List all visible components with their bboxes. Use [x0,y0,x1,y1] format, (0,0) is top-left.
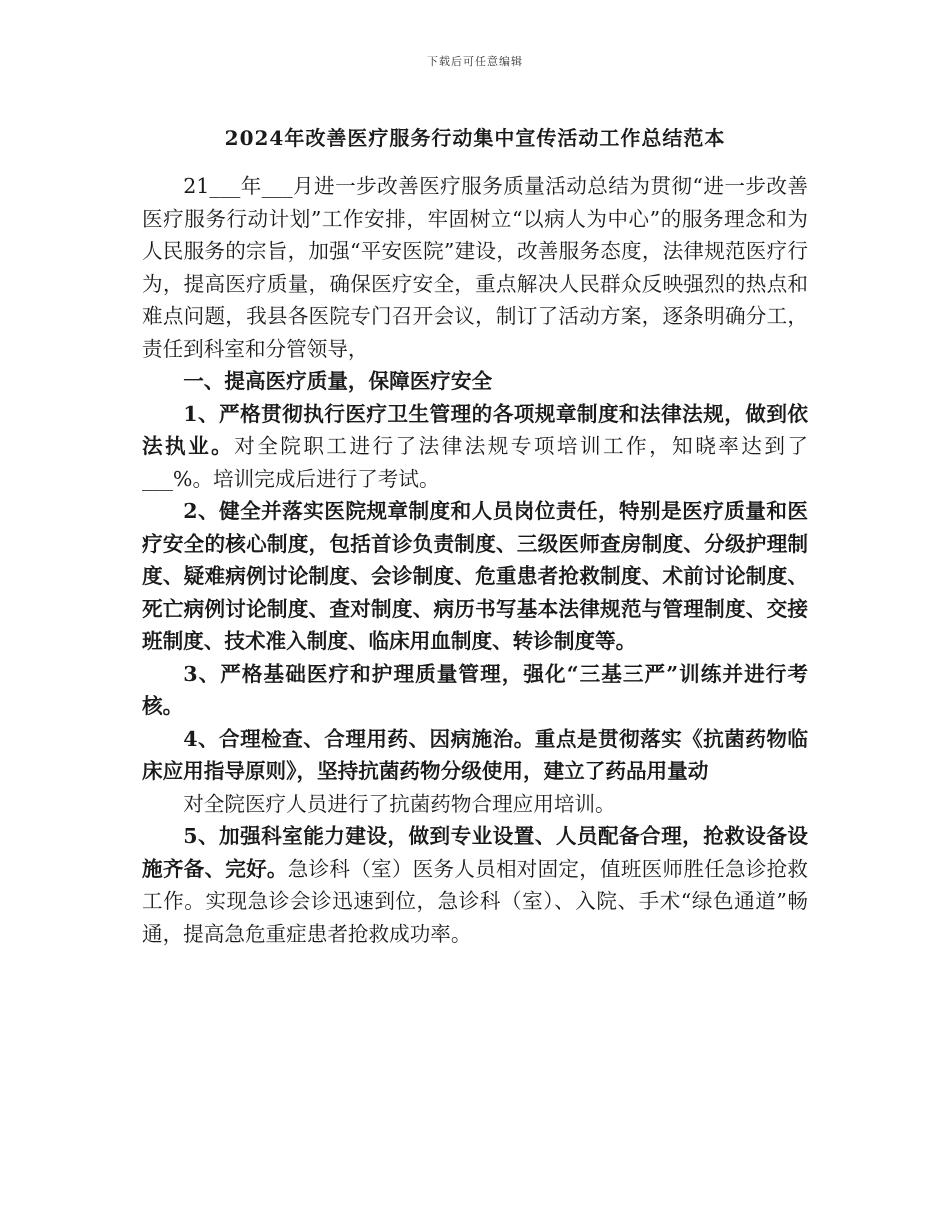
item-4-paragraph: 4、合理检查、合理用药、因病施治。重点是贯彻落实《抗菌药物临床应用指导原则》，坚持抗菌药物分级使用，建立了药品用量动 [142,726,808,783]
document-body [142,170,808,950]
item-4-followup: 对全院医疗人员进行了抗菌药物合理应用培训。 [183,791,616,816]
item-5-text: 急诊科（室）医务人员相对固定，值班医师胜任急诊抢救工作。实现急诊会诊迅速到位，急诊科（室）、入院、手术“绿色通道”畅通，提高急危重症患者抢救成功率。 [142,856,809,946]
item-5-lead: 5、加强科室能力建设，做到专业设置、人员配备合理，抢救设备设施齐备、完好。 [142,824,808,881]
intro-paragraph: 21___年___月进一步改善医疗服务质量活动总结为贯彻“进一步改善医疗服务行动计划”工作安排，牢固树立“以病人为中心”的服务理念和为人民服务的宗旨，加强“平安医院”建设，改善服务态度，法律规范医疗行为，提高医疗质量，确保医疗安全，重点解决人民群众反映强烈的热点和难点问题，我县各医院专门召开会议，制订了活动方案，逐条明确分工，责任到科室和分管领导， [142,174,808,361]
item-5-paragraph [142,820,808,950]
item-3-paragraph: 3、严格基础医疗和护理质量管理，强化“三基三严”训练并进行考核。 [142,661,808,718]
document-title: 2024年改善医疗服务行动集中宣传活动工作总结范本 [224,126,726,150]
item-1-text: 对全院职工进行了法律法规专项培训工作，知晓率达到了___%。培训完成后进行了考试。 [142,434,808,491]
item-1-lead: 1、严格贯彻执行医疗卫生管理的各项规章制度和法律法规，做到依法执业。 [142,401,808,458]
section-heading: 一、提高医疗质量，保障医疗安全 [183,369,493,393]
item-1-paragraph [142,398,808,496]
item-2-paragraph: 2、健全并落实医院规章制度和人员岗位责任，特别是医疗质量和医疗安全的核心制度，包括首诊负责制度、三级医师查房制度、分级护理制度、疑难病例讨论制度、会诊制度、危重患者抢救制度、术前讨论制度、死亡病例讨论制度、查对制度、病历书写基本法律规范与管理制度、交接班制度、技术准入制度、临床用血制度、转诊制度等。 [142,499,808,653]
header-note: 下载后可任意编辑 [427,55,523,68]
